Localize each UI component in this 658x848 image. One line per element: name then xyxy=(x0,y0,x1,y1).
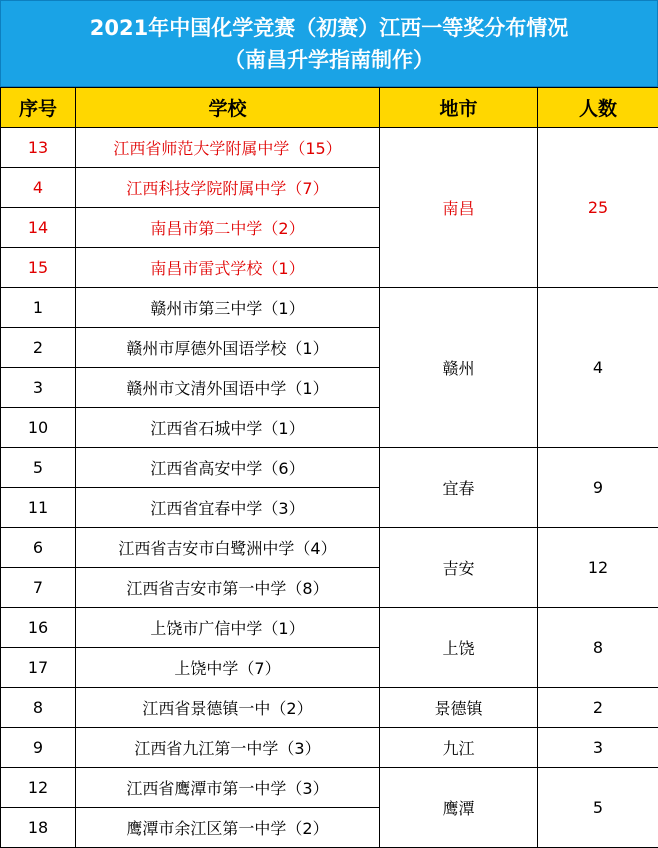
group-count: 3 xyxy=(538,728,658,768)
row-seq: 15 xyxy=(1,248,76,288)
table-row xyxy=(1,448,658,488)
award-table xyxy=(0,87,658,848)
row-seq: 9 xyxy=(1,728,76,768)
row-seq: 14 xyxy=(1,208,76,248)
row-school: 江西省吉安市第一中学（8） xyxy=(76,568,380,608)
group-count: 4 xyxy=(538,288,658,448)
row-school: 南昌市第二中学（2） xyxy=(76,208,380,248)
group-region: 南昌 xyxy=(380,128,538,288)
row-seq: 8 xyxy=(1,688,76,728)
row-school: 江西省吉安市白鹭洲中学（4） xyxy=(76,528,380,568)
table-row xyxy=(1,288,658,328)
row-school: 赣州市第三中学（1） xyxy=(76,288,380,328)
row-school: 上饶市广信中学（1） xyxy=(76,608,380,648)
table-row xyxy=(1,688,658,728)
table-row xyxy=(1,608,658,648)
row-school: 江西省宜春中学（3） xyxy=(76,488,380,528)
group-count: 9 xyxy=(538,448,658,528)
table-row xyxy=(1,768,658,808)
row-seq: 18 xyxy=(1,808,76,848)
title-line-1: 2021年中国化学竞赛（初赛）江西一等奖分布情况 xyxy=(90,12,568,44)
row-seq: 17 xyxy=(1,648,76,688)
header-count: 人数 xyxy=(538,88,658,128)
group-count: 25 xyxy=(538,128,658,288)
row-seq: 16 xyxy=(1,608,76,648)
group-region: 鹰潭 xyxy=(380,768,538,848)
row-seq: 2 xyxy=(1,328,76,368)
row-school: 江西省高安中学（6） xyxy=(76,448,380,488)
group-region: 宜春 xyxy=(380,448,538,528)
row-school: 鹰潭市余江区第一中学（2） xyxy=(76,808,380,848)
row-seq: 5 xyxy=(1,448,76,488)
row-seq: 10 xyxy=(1,408,76,448)
row-school: 赣州市文清外国语中学（1） xyxy=(76,368,380,408)
row-seq: 11 xyxy=(1,488,76,528)
group-count: 5 xyxy=(538,768,658,848)
table-body xyxy=(1,128,658,848)
group-region: 吉安 xyxy=(380,528,538,608)
group-region: 上饶 xyxy=(380,608,538,688)
group-count: 2 xyxy=(538,688,658,728)
header-row xyxy=(1,88,658,128)
header-school: 学校 xyxy=(76,88,380,128)
group-region: 景德镇 xyxy=(380,688,538,728)
row-seq: 12 xyxy=(1,768,76,808)
header-region: 地市 xyxy=(380,88,538,128)
group-count: 8 xyxy=(538,608,658,688)
row-seq: 3 xyxy=(1,368,76,408)
table-row xyxy=(1,728,658,768)
row-seq: 1 xyxy=(1,288,76,328)
group-region: 九江 xyxy=(380,728,538,768)
header-seq: 序号 xyxy=(1,88,76,128)
group-region: 赣州 xyxy=(380,288,538,448)
row-school: 江西省景德镇一中（2） xyxy=(76,688,380,728)
row-seq: 4 xyxy=(1,168,76,208)
table-row xyxy=(1,528,658,568)
row-school: 江西省鹰潭市第一中学（3） xyxy=(76,768,380,808)
row-school: 江西省师范大学附属中学（15） xyxy=(76,128,380,168)
row-school: 赣州市厚德外国语学校（1） xyxy=(76,328,380,368)
row-school: 江西省石城中学（1） xyxy=(76,408,380,448)
row-school: 江西省九江第一中学（3） xyxy=(76,728,380,768)
group-count: 12 xyxy=(538,528,658,608)
row-seq: 13 xyxy=(1,128,76,168)
row-seq: 6 xyxy=(1,528,76,568)
table-row xyxy=(1,128,658,168)
row-school: 江西科技学院附属中学（7） xyxy=(76,168,380,208)
row-school: 南昌市雷式学校（1） xyxy=(76,248,380,288)
table-title xyxy=(0,0,658,87)
row-seq: 7 xyxy=(1,568,76,608)
title-line-2: （南昌升学指南制作） xyxy=(224,44,434,76)
row-school: 上饶中学（7） xyxy=(76,648,380,688)
